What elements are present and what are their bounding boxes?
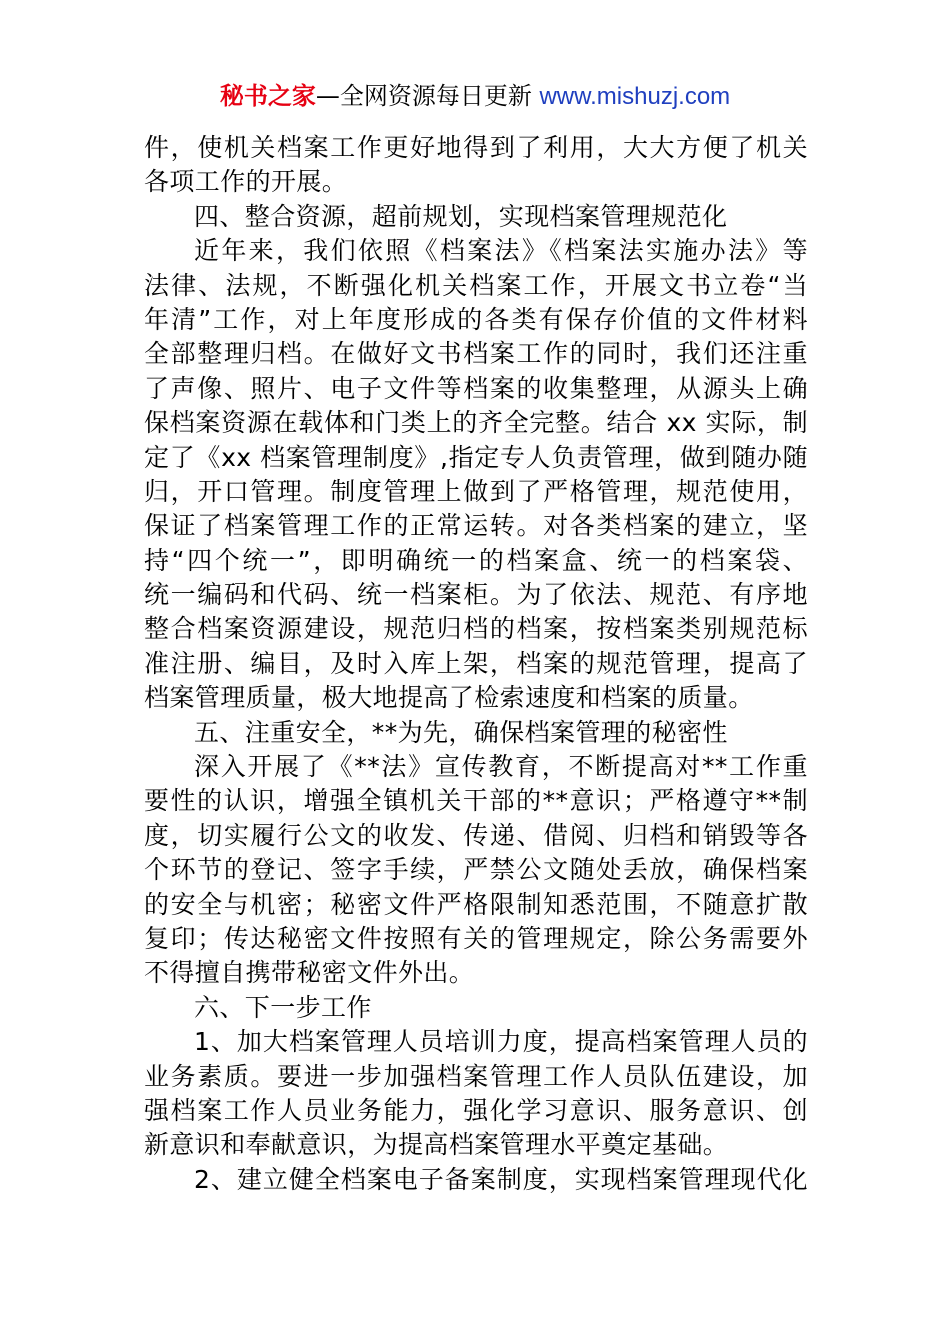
text-line: 复印；传达秘密文件按照有关的管理规定，除公务需要外 [144,923,808,953]
text-line: 近年来，我们依照《档案法》《档案法实施办法》等 [194,236,808,266]
text-line: 个环节的登记、签字手续，严禁公文随处丢放，确保档案 [144,855,808,885]
text-line: 持“四个统一”，即明确统一的档案盒、统一的档案袋、 [144,545,808,575]
text-line: 档案管理质量，极大地提高了检索速度和档案的质量。 [144,683,754,713]
text-line: 新意识和奉献意识，为提高档案管理水平奠定基础。 [144,1130,729,1160]
document-body [144,131,808,1197]
section-heading: 四、整合资源，超前规划，实现档案管理规范化 [194,201,728,231]
text-line: 保档案资源在载体和门类上的齐全完整。结合 xx 实际，制 [144,408,808,438]
text-line: 度，切实履行公文的收发、传递、借阅、归档和销毁等各 [144,820,808,850]
text-line: 归，开口管理。制度管理上做到了严格管理，规范使用， [144,476,808,506]
text-line: 法律、法规，不断强化机关档案工作，开展文书立卷“当 [144,270,808,300]
text-line: 深入开展了《**法》宣传教育，不断提高对**工作重 [194,752,808,782]
text-line: 件，使机关档案工作更好地得到了利用，大大方便了机关 [144,133,808,162]
text-line: 整合档案资源建设，规范归档的档案，按档案类别规范标 [144,614,808,644]
site-brand: 秘书之家 [219,82,316,110]
page-header [0,80,950,113]
text-line: 不得擅自携带秘密文件外出。 [144,958,475,988]
site-url-link[interactable]: www.mishuzj.com [539,83,731,110]
text-line: 2、建立健全档案电子备案制度，实现档案管理现代化 [194,1164,808,1194]
text-line: 各项工作的开展。 [144,167,348,197]
text-line: 要性的认识，增强全镇机关干部的**意识；严格遵守**制 [144,786,808,816]
text-line: 保证了档案管理工作的正常运转。对各类档案的建立，坚 [144,511,808,541]
section-heading: 五、注重安全，**为先，确保档案管理的秘密性 [194,717,728,747]
text-line: 年清”工作，对上年度形成的各类有保存价值的文件材料 [144,304,808,334]
section-heading: 六、下一步工作 [194,992,372,1022]
text-line: 强档案工作人员业务能力，强化学习意识、服务意识、创 [144,1095,808,1125]
text-line: 1、加大档案管理人员培训力度，提高档案管理人员的 [194,1027,808,1057]
text-line: 的安全与机密；秘密文件严格限制知悉范围，不随意扩散 [144,889,808,919]
text-line: 业务素质。要进一步加强档案管理工作人员队伍建设，加 [144,1061,808,1091]
text-line: 准注册、编目，及时入库上架，档案的规范管理，提高了 [144,648,808,678]
text-line: 统一编码和代码、统一档案柜。为了依法、规范、有序地 [144,580,808,610]
text-line: 定了《xx 档案管理制度》,指定专人负责管理，做到随办随 [144,442,808,472]
site-tagline: —全网资源每日更新 [315,82,540,110]
text-line: 了声像、照片、电子文件等档案的收集整理，从源头上确 [144,373,808,403]
text-line: 全部整理归档。在做好文书档案工作的同时，我们还注重 [144,339,808,369]
